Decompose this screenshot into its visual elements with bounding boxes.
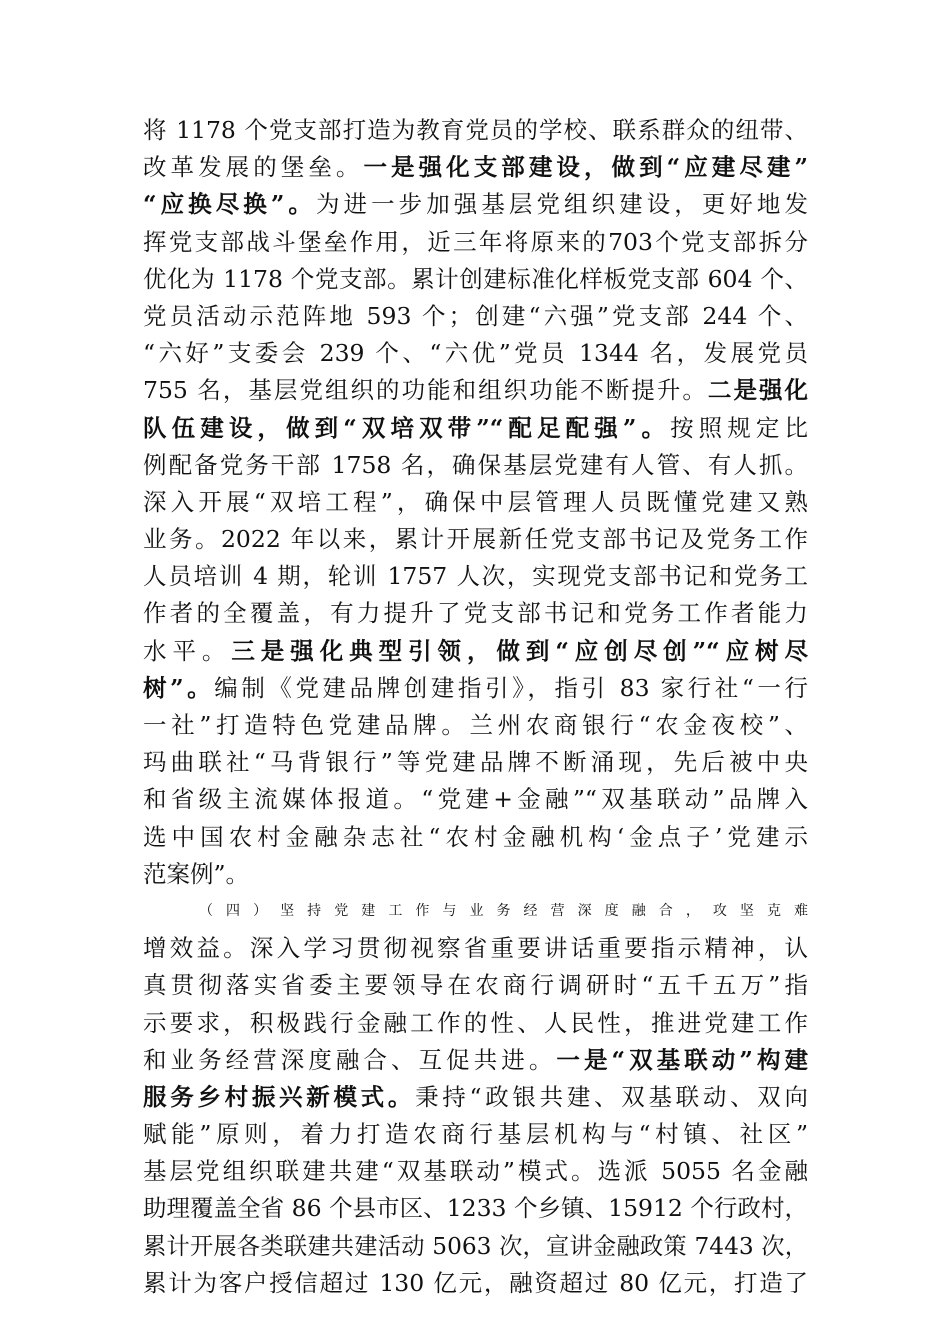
text-line: [143, 595, 808, 632]
text-run: 将 1178 个党支部打造为教育党员的学校、联系群众的纽带、: [143, 116, 808, 144]
text-run: “六好”支委会 239 个、“六优”党员 1344 名，发展党员: [143, 339, 808, 368]
text-run: 范案例”。: [143, 859, 250, 888]
text-run: 一社”打造特色党建品牌。兰州农商银行“农金夜校”、: [143, 711, 808, 739]
text-line: [143, 521, 808, 558]
text-run: 编制《党建品牌创建指引》，指引 83 家行社“一行: [214, 673, 808, 702]
text-run: 和业务经营深度融合、互促共进。: [143, 1045, 557, 1074]
text-run: 人员培训 4 期，轮训 1757 人次，实现党支部书记和党务工: [143, 562, 808, 591]
text-line: [143, 1153, 808, 1190]
text-run: 增效益。深入学习贯彻视察省重要讲话重要指示精神，认: [143, 934, 808, 963]
text-run: 秉持“政银共建、双基联动、双向: [415, 1082, 808, 1111]
text-run: 755 名，基层党组织的功能和组织功能不断提升。: [143, 376, 708, 405]
bold-heading-run: 树”。: [143, 673, 215, 702]
text-run: 基层党组织联建共建“双基联动”模式。选派 5055 名金融: [143, 1157, 808, 1186]
text-run: 玛曲联社“马背银行”等党建品牌不断涌现，先后被中央: [143, 748, 808, 777]
text-line: [143, 1042, 808, 1079]
bold-heading-run: 三是强化典型引领，做到“应创尽创”“应树尽: [231, 636, 808, 665]
text-run: 党员活动示范阵地 593 个；创建“六强”党支部 244 个、: [143, 301, 808, 330]
text-line: [143, 261, 808, 298]
text-line: [143, 1005, 808, 1042]
text-run: 水平。: [143, 636, 232, 665]
text-line: [143, 335, 808, 372]
text-line: [143, 1190, 808, 1227]
text-line: [143, 447, 808, 484]
text-run: 挥党支部战斗堡垒作用，近三年将原来的703个党支部拆分: [143, 227, 808, 256]
section-heading-line: [143, 893, 808, 930]
text-line: [143, 372, 808, 409]
text-line: [143, 1265, 808, 1302]
text-line: [143, 633, 808, 670]
text-run: 赋能”原则，着力打造农商行基层机构与“村镇、社区”: [143, 1120, 808, 1149]
text-line: [143, 410, 808, 447]
text-line: [143, 484, 808, 521]
text-run: 业务。2022 年以来，累计开展新任党支部书记及党务工作: [143, 525, 808, 554]
bold-heading-run: 队伍建设，做到“双培双带”“配足配强”。: [143, 413, 671, 442]
text-run: 按照规定比: [670, 413, 808, 442]
bold-heading-run: 一是强化支部建设，做到“应建尽建”: [363, 153, 808, 182]
text-line: [143, 670, 808, 707]
text-line: [143, 707, 808, 744]
text-run: （四）坚持党建工作与业务经营深度融合，攻坚克难: [199, 902, 808, 919]
text-line: [143, 149, 808, 186]
text-run: 深入开展“双培工程”，确保中层管理人员既懂党建又熟: [143, 487, 808, 516]
text-run: 真贯彻落实省委主要领导在农商行调研时“五千五万”指: [143, 971, 808, 1000]
text-line: [143, 1228, 808, 1265]
bold-heading-run: 一是“双基联动”构建: [556, 1045, 809, 1074]
text-run: 作者的全覆盖，有力提升了党支部书记和党务工作者能力: [143, 599, 808, 628]
text-line: [143, 856, 808, 893]
text-line: [143, 224, 808, 261]
text-run: 改革发展的堡垒。: [143, 153, 364, 182]
text-line: [143, 186, 808, 223]
text-line: [143, 930, 808, 967]
text-run: 为进一步加强基层党组织建设，更好地发: [315, 190, 808, 219]
bold-heading-run: 服务乡村振兴新模式。: [143, 1082, 416, 1111]
text-run: 示要求，积极践行金融工作的性、人民性，推进党建工作: [143, 1008, 808, 1037]
text-run: 优化为 1178 个党支部。累计创建标准化样板党支部 604 个、: [143, 264, 808, 293]
text-run: 和省级主流媒体报道。“党建+金融”“双基联动”品牌入: [143, 785, 808, 814]
text-run: 选中国农村金融杂志社“农村金融机构‘金点子’党建示: [143, 822, 808, 851]
text-line: [143, 967, 808, 1004]
text-line: [143, 781, 808, 818]
text-run: 助理覆盖全省 86 个县市区、1233 个乡镇、15912 个行政村，: [143, 1194, 808, 1223]
text-run: 例配备党务干部 1758 名，确保基层党建有人管、有人抓。: [143, 450, 808, 479]
text-line: [143, 558, 808, 595]
text-run: 累计为客户授信超过 130 亿元，融资超过 80 亿元，打造了: [143, 1268, 808, 1297]
text-line: [143, 819, 808, 856]
document-body: [143, 112, 808, 1302]
text-line: [143, 744, 808, 781]
text-run: 累计开展各类联建共建活动 5063 次，宣讲金融政策 7443 次，: [143, 1232, 808, 1260]
bold-heading-run: “应换尽换”。: [143, 190, 316, 219]
text-line: [143, 1079, 808, 1116]
text-line: [143, 1116, 808, 1153]
bold-heading-run: 二是强化: [707, 376, 809, 405]
text-line: [143, 298, 808, 335]
text-line: [143, 112, 808, 149]
